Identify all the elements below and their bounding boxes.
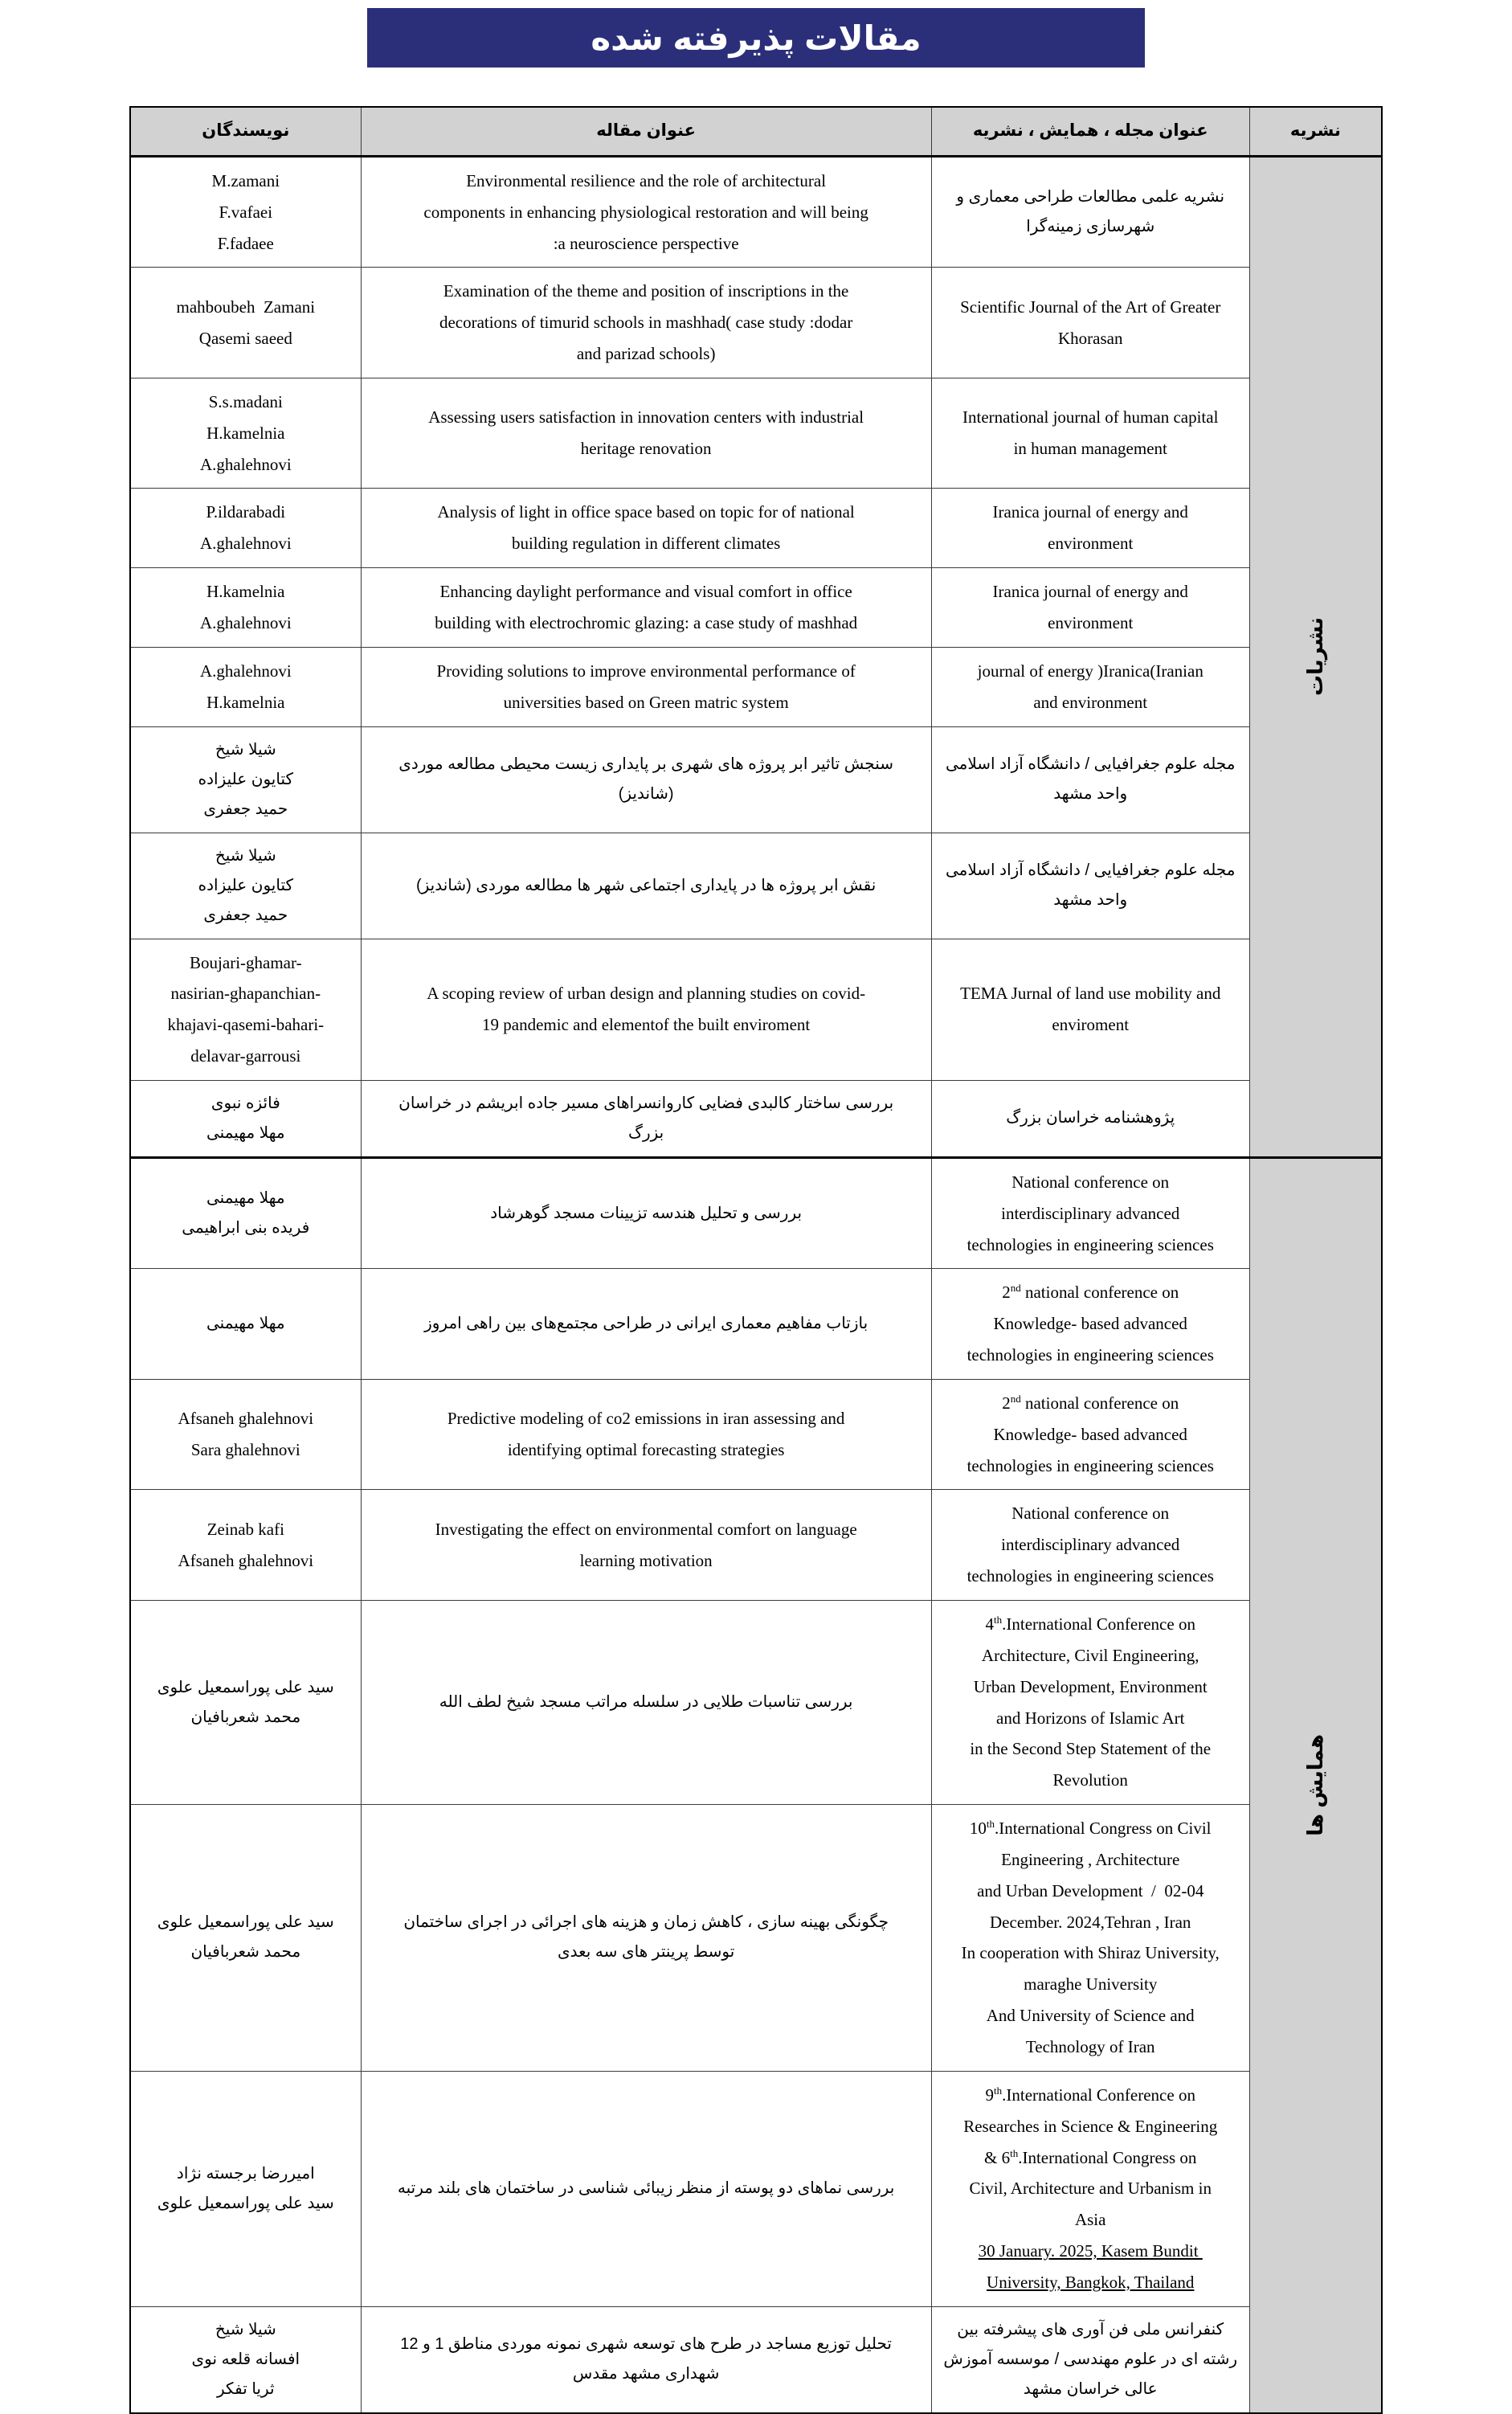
paper-title-cell-line: Analysis of light in office space based on topic for of national — [437, 502, 855, 522]
paper-title-cell — [361, 939, 931, 1080]
paper-title-cell-line: :a neuroscience perspective — [553, 233, 739, 253]
table-row — [130, 268, 1382, 378]
column-header-authors: نویسندگان — [130, 107, 361, 156]
venue-cell-line: Urban Development, Environment — [973, 1676, 1208, 1696]
authors-cell — [130, 489, 361, 568]
authors-cell-line: Sara ghalehnovi — [190, 1440, 300, 1460]
venue-cell-line: واحد مشهد — [1053, 785, 1128, 803]
paper-title-cell — [361, 833, 931, 939]
column-header-paper-title: عنوان مقاله — [361, 107, 931, 156]
venue-cell — [931, 568, 1249, 648]
paper-title-cell — [361, 1601, 931, 1805]
venue-cell-line: environment — [1048, 534, 1134, 554]
paper-title-cell-line: learning motivation — [579, 1550, 713, 1570]
paper-title-cell — [361, 2306, 931, 2413]
venue-cell-line: in human management — [1013, 439, 1167, 459]
venue-cell — [931, 489, 1249, 568]
paper-title-cell-line: تحلیل توزیع مساجد در طرح های توسعه شهری نمونه موردی مناطق 1 و 12 — [400, 2335, 892, 2354]
table-row — [130, 833, 1382, 939]
venue-cell-line: interdisciplinary advanced — [1001, 1203, 1180, 1223]
paper-title-cell — [361, 1080, 931, 1157]
venue-cell-line: Technology of Iran — [1025, 2036, 1155, 2056]
table-row — [130, 1080, 1382, 1157]
paper-title-cell-line: نقش ابر پروژه ها در پایداری اجتماعی شهر ها مطالعه موردی (شاندیز) — [415, 876, 877, 894]
venue-cell — [931, 647, 1249, 726]
venue-cell-line: Iranica journal of energy and — [992, 582, 1188, 602]
venue-cell-line: Engineering , Architecture — [1001, 1849, 1180, 1869]
venue-cell — [931, 378, 1249, 489]
table-row — [130, 1157, 1382, 1269]
venue-cell-line: رشته ای در علوم مهندسی / موسسه آموزش — [943, 2350, 1238, 2368]
paper-title-cell-line: and parizad schools) — [576, 344, 716, 364]
table-row — [130, 1805, 1382, 2072]
authors-cell-line: Boujari-ghamar- — [190, 952, 302, 972]
paper-title-cell-line: Providing solutions to improve environmental performance of — [436, 661, 856, 681]
table-row — [130, 2306, 1382, 2413]
paper-title-cell-line: Environmental resilience and the role of architectural — [466, 170, 827, 190]
table-row — [130, 1379, 1382, 1490]
venue-cell-line: University, Bangkok, Thailand — [987, 2272, 1195, 2292]
paper-title-cell-line: بررسی ساختار کالبدی فضایی کاروانسراهای مسیر جاده ابریشم در خراسان — [398, 1094, 894, 1112]
venue-cell-line: Knowledge- based advanced — [993, 1314, 1187, 1334]
table-row — [130, 939, 1382, 1080]
authors-cell — [130, 1080, 361, 1157]
paper-title-cell-line: بررسی نماهای دو پوسته از منظر زیبائی شناسی در ساختمان های بلند مرتبه — [397, 2179, 895, 2198]
venue-cell-line: واحد مشهد — [1053, 891, 1128, 909]
table-row — [130, 1269, 1382, 1380]
venue-cell-line: technologies in engineering sciences — [966, 1455, 1214, 1475]
venue-cell-line: Knowledge- based advanced — [993, 1424, 1187, 1444]
authors-cell-line: H.kamelnia — [206, 423, 285, 443]
accepted-papers-table-container — [129, 106, 1383, 2414]
authors-cell-line: محمد شعربافیان — [190, 1708, 301, 1726]
authors-cell-line: شیلا شیخ — [215, 846, 276, 865]
venue-cell-line: December. 2024,Tehran , Iran — [990, 1912, 1191, 1932]
venue-cell — [931, 939, 1249, 1080]
paper-title-cell — [361, 1157, 931, 1269]
authors-cell — [130, 726, 361, 833]
table-row — [130, 1490, 1382, 1601]
authors-cell-line: Afsaneh ghalehnovi — [178, 1409, 314, 1429]
accepted-papers-table — [129, 106, 1383, 2414]
paper-title-cell-line: شهداری مشهد مقدس — [572, 2365, 720, 2383]
authors-cell-line: S.s.madani — [208, 391, 283, 411]
paper-title-cell-line: building with electrochromic glazing: a case study of mashhad — [435, 612, 858, 632]
authors-cell-line: H.kamelnia — [206, 692, 285, 712]
paper-title-cell — [361, 568, 931, 648]
authors-cell-line: A.ghalehnovi — [199, 612, 292, 632]
authors-cell-line: khajavi-qasemi-bahari- — [167, 1015, 325, 1035]
authors-cell-line: Afsaneh ghalehnovi — [178, 1550, 314, 1570]
table-row — [130, 568, 1382, 648]
venue-cell-line: and Urban Development / 02-04 — [977, 1880, 1204, 1901]
venue-cell-line: National conference on — [1011, 1504, 1170, 1524]
authors-cell — [130, 156, 361, 268]
authors-cell — [130, 268, 361, 378]
authors-cell-line: حمید جعفری — [203, 800, 288, 818]
authors-cell — [130, 1269, 361, 1380]
venue-cell-line: Revolution — [1052, 1770, 1128, 1790]
authors-cell-line: محمد شعربافیان — [190, 1943, 301, 1962]
paper-title-cell-line: Assessing users satisfaction in innovation centers with industrial — [428, 407, 864, 428]
venue-cell — [931, 268, 1249, 378]
authors-cell-line: ثریا تفکر — [217, 2379, 275, 2398]
venue-cell — [931, 833, 1249, 939]
paper-title-cell-line: building regulation in different climates — [511, 534, 781, 554]
authors-cell-line: مهلا مهیمنی — [206, 1189, 285, 1208]
paper-title-cell-line: decorations of timurid schools in mashhad( case study :dodar — [439, 313, 853, 333]
venue-cell-line: کنفرانس ملی فن آوری های پیشرفته بین — [957, 2320, 1224, 2338]
paper-title-cell-line: بررسی و تحلیل هندسه تزیینات مسجد گوهرشاد — [490, 1204, 803, 1222]
paper-title-cell — [361, 647, 931, 726]
authors-cell-line: delavar-garrousi — [190, 1046, 301, 1066]
venue-cell-line: In cooperation with Shiraz University, — [961, 1943, 1220, 1963]
venue-cell-line: 4th.International Conference on — [985, 1614, 1195, 1634]
venue-cell-line: International journal of human capital — [962, 407, 1219, 428]
paper-title-cell-line: universities based on Green matric system — [503, 692, 789, 712]
authors-cell — [130, 2306, 361, 2413]
venue-cell-line: Khorasan — [1057, 328, 1123, 348]
venue-cell-line: National conference on — [1011, 1172, 1170, 1192]
table-row — [130, 378, 1382, 489]
venue-cell-line: maraghe University — [1024, 1974, 1158, 1995]
venue-cell-line: Architecture, Civil Engineering, — [981, 1645, 1199, 1665]
page-title: مقالات پذیرفته شده — [367, 8, 1145, 68]
venue-cell-line: 30 January. 2025, Kasem Bundit — [978, 2241, 1203, 2261]
venue-cell-line: پژوهشنامه خراسان بزرگ — [1006, 1109, 1175, 1127]
paper-title-cell-line: توسط پرینتر های سه بعدی — [557, 1943, 735, 1962]
authors-cell-line: F.fadaee — [217, 233, 274, 253]
paper-title-cell — [361, 156, 931, 268]
table-header-row — [130, 107, 1382, 156]
paper-title-cell-line: سنجش تاثیر ابر پروژه های شهری بر پایداری زیست محیطی مطالعه موردی — [398, 755, 893, 773]
paper-title-cell-line: components in enhancing physiological restoration and will being — [423, 202, 868, 222]
venue-cell-line: نشریه علمی مطالعات طراحی معماری و — [956, 188, 1225, 207]
column-header-venue: عنوان مجله ، همایش ، نشریه — [931, 107, 1249, 156]
authors-cell — [130, 1379, 361, 1490]
authors-cell-line: کتایون علیزاده — [198, 770, 293, 788]
venue-cell-line: TEMA Jurnal of land use mobility and — [960, 984, 1221, 1004]
authors-cell — [130, 1601, 361, 1805]
paper-title-cell-line: بازتاب مفاهیم معماری ایرانی در طراحی مجتمع‌های بین راهی امروز — [424, 1315, 868, 1333]
title-banner-container — [0, 0, 1512, 68]
authors-cell-line: افسانه قلعه نوی — [191, 2350, 300, 2368]
paper-title-cell — [361, 1805, 931, 2072]
paper-title-cell-line: identifying optimal forecasting strategies — [507, 1440, 785, 1460]
authors-cell — [130, 833, 361, 939]
paper-title-cell-line: 19 pandemic and elementof the built enviroment — [482, 1015, 811, 1035]
paper-title-cell-line: Investigating the effect on environmental comfort on language — [435, 1519, 857, 1539]
authors-cell — [130, 1490, 361, 1601]
venue-cell — [931, 1379, 1249, 1490]
authors-cell-line: سید علی پوراسمعیل علوی — [157, 2194, 334, 2212]
venue-cell-line: Researches in Science & Engineering — [963, 2116, 1218, 2136]
venue-cell-line: Civil, Architecture and Urbanism in — [969, 2179, 1212, 2199]
paper-title-cell-line: Predictive modeling of co2 emissions in iran assessing and — [447, 1409, 845, 1429]
table-row — [130, 489, 1382, 568]
venue-cell-line: in the Second Step Statement of the — [970, 1739, 1212, 1759]
authors-cell-line: F.vafaei — [219, 202, 273, 222]
venue-cell — [931, 1805, 1249, 2072]
venue-cell — [931, 726, 1249, 833]
authors-cell — [130, 1805, 361, 2072]
authors-cell-line: فائزه نبوی — [210, 1094, 280, 1112]
venue-cell — [931, 1601, 1249, 1805]
authors-cell-line: حمید جعفری — [203, 906, 288, 924]
paper-title-cell-line: بررسی تناسبات طلایی در سلسله مراتب مسجد شیخ لطف الله — [439, 1693, 853, 1712]
table-row — [130, 156, 1382, 268]
authors-cell-line: A.ghalehnovi — [199, 534, 292, 554]
venue-cell-line: عالی خراسان مشهد — [1023, 2379, 1158, 2398]
venue-cell-line: journal of energy )Iranica(Iranian — [977, 661, 1203, 681]
venue-cell-line: شهرسازی زمینه‌گرا — [1026, 218, 1155, 236]
paper-title-cell-line: heritage renovation — [580, 439, 712, 459]
venue-cell-line: & 6th.International Congress on — [984, 2146, 1197, 2167]
venue-cell-line: مجله علوم جغرافیایی / دانشگاه آزاد اسلامی — [945, 861, 1236, 879]
venue-cell-line: technologies in engineering sciences — [966, 1345, 1214, 1365]
venue-cell — [931, 2306, 1249, 2413]
table-row — [130, 726, 1382, 833]
group-label-cell — [1249, 1157, 1382, 2412]
venue-cell-line: Scientific Journal of the Art of Greater — [960, 297, 1221, 317]
venue-cell-line: technologies in engineering sciences — [966, 1234, 1214, 1254]
authors-cell-line: سید علی پوراسمعیل علوی — [157, 1913, 334, 1932]
venue-cell-line: and environment — [1033, 692, 1148, 712]
authors-cell-line: شیلا شیخ — [215, 2320, 276, 2338]
authors-cell-line: مهلا مهیمنی — [206, 1315, 285, 1333]
authors-cell-line: Zeinab kafi — [206, 1519, 284, 1539]
venue-cell — [931, 1080, 1249, 1157]
table-body — [130, 156, 1382, 2412]
authors-cell-line: nasirian-ghapanchian- — [170, 984, 321, 1004]
authors-cell-line: A.ghalehnovi — [199, 454, 292, 474]
authors-cell-line: M.zamani — [211, 170, 280, 190]
table-header — [130, 107, 1382, 156]
venue-cell-line: 10th.International Congress on Civil — [969, 1818, 1212, 1839]
authors-cell-line: امیررضا برجسته نژاد — [176, 2164, 315, 2183]
paper-title-cell-line: Examination of the theme and position of inscriptions in the — [443, 281, 849, 301]
venue-cell-line: interdisciplinary advanced — [1001, 1535, 1180, 1555]
authors-cell-line: مهلا مهیمنی — [206, 1123, 285, 1142]
authors-cell-line: کتایون علیزاده — [198, 876, 293, 894]
venue-cell-line: 2nd national conference on — [1002, 1282, 1179, 1303]
venue-cell-line: technologies in engineering sciences — [966, 1566, 1214, 1586]
venue-cell-line: Iranica journal of energy and — [992, 502, 1188, 522]
authors-cell — [130, 939, 361, 1080]
paper-title-cell — [361, 268, 931, 378]
authors-cell-line: فریده بنی ابراهیمی — [182, 1219, 310, 1238]
authors-cell — [130, 1157, 361, 1269]
authors-cell-line: H.kamelnia — [206, 582, 285, 602]
paper-title-cell-line: A scoping review of urban design and planning studies on covid- — [427, 984, 866, 1004]
authors-cell — [130, 378, 361, 489]
venue-cell-line: Asia — [1074, 2210, 1106, 2230]
column-header-group: نشریه — [1249, 107, 1382, 156]
paper-title-cell — [361, 378, 931, 489]
authors-cell — [130, 2071, 361, 2306]
authors-cell-line: سید علی پوراسمعیل علوی — [157, 1678, 334, 1696]
table-row — [130, 2071, 1382, 2306]
group-label-text: نشریات — [1303, 617, 1328, 697]
group-label-cell — [1249, 156, 1382, 1157]
paper-title-cell — [361, 726, 931, 833]
authors-cell-line: P.ildarabadi — [206, 502, 286, 522]
paper-title-cell — [361, 2071, 931, 2306]
table-row — [130, 647, 1382, 726]
authors-cell — [130, 647, 361, 726]
venue-cell — [931, 1269, 1249, 1380]
venue-cell-line: environment — [1048, 612, 1134, 632]
paper-title-cell — [361, 1379, 931, 1490]
group-label-text: همایش ها — [1303, 1734, 1328, 1837]
paper-title-cell-line: بزرگ — [628, 1123, 664, 1142]
authors-cell-line: A.ghalehnovi — [199, 661, 292, 681]
venue-cell — [931, 156, 1249, 268]
venue-cell-line: 2nd national conference on — [1002, 1392, 1179, 1413]
paper-title-cell — [361, 1490, 931, 1601]
venue-cell — [931, 1157, 1249, 1269]
venue-cell-line: enviroment — [1052, 1015, 1130, 1035]
authors-cell-line: Qasemi saeed — [198, 328, 292, 348]
paper-title-cell-line: (شاندیز) — [618, 785, 674, 803]
table-row — [130, 1601, 1382, 1805]
paper-title-cell-line: چگونگی بهینه سازی ، کاهش زمان و هزینه های اجرائی در اجرای ساختمان — [403, 1913, 889, 1932]
paper-title-cell — [361, 489, 931, 568]
authors-cell-line: mahboubeh Zamani — [176, 297, 316, 317]
venue-cell — [931, 1490, 1249, 1601]
authors-cell-line: شیلا شیخ — [215, 740, 276, 759]
venue-cell-line: and Horizons of Islamic Art — [996, 1708, 1185, 1728]
venue-cell-line: 9th.International Conference on — [985, 2084, 1195, 2105]
paper-title-cell-line: Enhancing daylight performance and visual comfort in office — [439, 582, 852, 602]
venue-cell — [931, 2071, 1249, 2306]
paper-title-cell — [361, 1269, 931, 1380]
venue-cell-line: مجله علوم جغرافیایی / دانشگاه آزاد اسلامی — [945, 755, 1236, 773]
authors-cell — [130, 568, 361, 648]
venue-cell-line: And University of Science and — [986, 2006, 1195, 2026]
